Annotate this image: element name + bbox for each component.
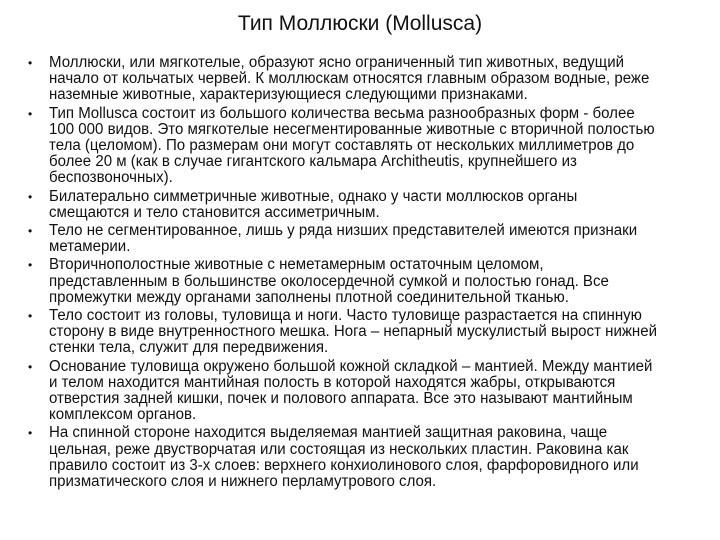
- bullet-text-line: беспозвоночных).: [49, 169, 173, 187]
- bullet-icon: •: [28, 189, 33, 204]
- bullet-text-line: промежутки между органами заполнены плотной соединительной тканью.: [49, 288, 569, 306]
- bullet-text-line: 100 000 видов. Это мягкотелые несегментированные животные с вторичной полостью: [49, 120, 655, 138]
- bullet-icon: •: [28, 224, 33, 239]
- bullet-text-line: Тело состоит из головы, туловища и ноги. Часто туловище разрастается на спинную: [49, 307, 642, 325]
- bullet-item: [0, 106, 720, 187]
- bullet-icon: •: [28, 106, 33, 121]
- bullet-item: [0, 55, 720, 104]
- bullet-text-line: наземные животные, характеризующиеся следующими признаками.: [49, 86, 528, 104]
- bullet-text-line: более 20 м (как в случае гигантского кальмара Architheutis, крупнейшего из: [49, 153, 577, 171]
- bullet-list: [0, 55, 720, 492]
- bullet-text-line: метамерии.: [49, 238, 131, 256]
- slide-title: Тип Моллюски (Mollusca): [237, 12, 483, 35]
- bullet-text-line: Вторичнополостные животные с неметамерным остаточным целомом,: [49, 256, 544, 274]
- bullet-item: [0, 308, 720, 357]
- bullet-text-line: Моллюски, или мягкотелые, образуют ясно ограниченный тип животных, ведущий: [49, 54, 625, 71]
- bullet-icon: •: [28, 426, 33, 441]
- bullet-text-line: Тело не сегментированное, лишь у ряда низших представителей имеются признаки: [49, 222, 638, 240]
- bullet-text-line: Основание туловища окружено большой кожной складкой – мантией. Между мантией: [49, 357, 653, 375]
- bullet-icon: •: [28, 309, 33, 324]
- bullet-icon: •: [28, 258, 33, 273]
- bullet-text-line: призматического слоя и нижнего перламутрового слоя.: [49, 473, 437, 491]
- bullet-text-line: Билатерально симметричные животные, однако у части моллюсков органы: [49, 187, 578, 205]
- bullet-item: [0, 189, 720, 221]
- bullet-text-line: и телом находится мантийная полость в которой находятся жабры, открываются: [49, 373, 616, 391]
- bullet-text-line: отверстия задней кишки, почек и полового аппарата. Все это называют мантийным: [49, 390, 633, 408]
- bullet-icon: •: [28, 56, 33, 70]
- bullet-text-line: комплексом органов.: [49, 406, 197, 424]
- bullet-text-line: цельная, реже двустворчатая или состоящая из нескольких пластин. Раковина как: [49, 440, 629, 458]
- bullet-text-line: Тип Mollusca состоит из большого количества весьма разнообразных форм - более: [49, 104, 635, 122]
- bullet-text-line: правило состоит из 3-х слоев: верхнего конхиолинового слоя, фарфоровидного или: [49, 456, 639, 474]
- bullet-text-line: смещаются и тело становится ассиметричным.: [49, 203, 380, 221]
- bullet-text-line: начало от кольчатых червей. К моллюскам относятся главным образом водные, реже: [49, 70, 650, 88]
- bullet-text-line: тела (целомом). По размерам они могут составлять от нескольких миллиметров до: [49, 137, 635, 155]
- bullet-item: [0, 257, 720, 306]
- bullet-text-line: представленным в большинстве околосердечной сумкой и полостью гонад. Все: [49, 272, 609, 290]
- bullet-item: [0, 359, 720, 424]
- bullet-icon: •: [28, 359, 33, 374]
- bullet-text-line: стенки тела, служит для передвижения.: [49, 339, 329, 357]
- bullet-text-line: сторону в виде внутренностного мешка. Нога – непарный мускулистый вырост нижней: [49, 323, 658, 341]
- bullet-item: [0, 425, 720, 490]
- bullet-text-line: На спинной стороне находится выделяемая мантией защитная раковина, чаще: [49, 424, 608, 442]
- bullet-item: [0, 223, 720, 255]
